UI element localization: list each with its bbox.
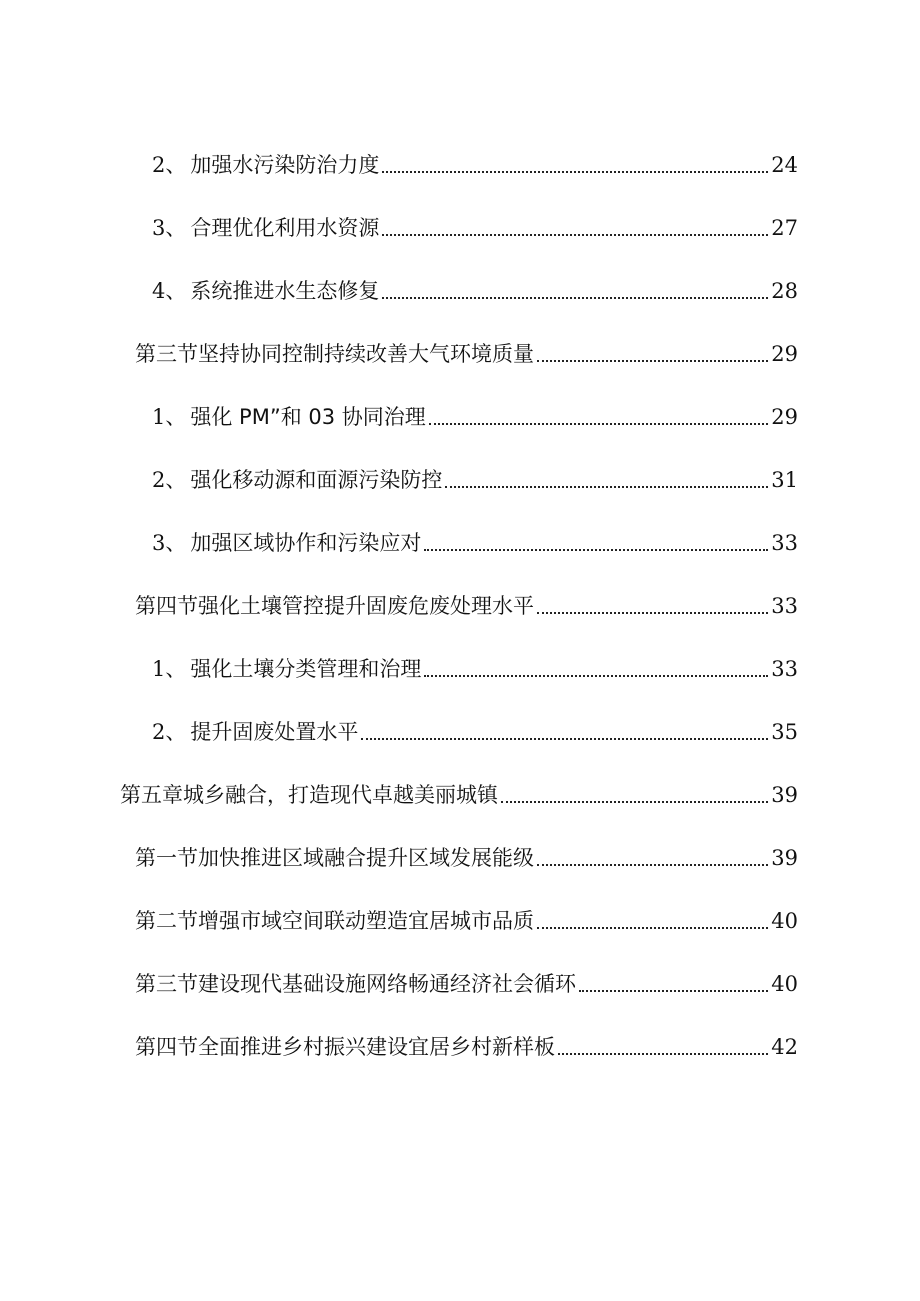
toc-entry-title: 第三节建设现代基础设施网络畅通经济社会循环: [135, 972, 576, 996]
toc-entry-number: 2、: [152, 468, 187, 492]
toc-entry-page: 40: [771, 972, 798, 996]
toc-entry-title: 强化 PM”和 03 协同治理: [190, 405, 426, 429]
dot-leader: [537, 330, 768, 362]
toc-entry[interactable]: [135, 900, 798, 936]
dot-leader: [537, 834, 768, 866]
toc-entry-number: 3、: [152, 216, 187, 240]
toc-entry-title: 强化移动源和面源污染防控: [190, 468, 443, 492]
toc-entry-page: 42: [771, 1035, 798, 1059]
toc-entry-page: 33: [771, 657, 798, 681]
toc-entry[interactable]: [120, 774, 798, 810]
toc-entry-page: 35: [771, 720, 798, 744]
toc-entry[interactable]: [135, 585, 798, 621]
toc-entry-title: 强化土壤分类管理和治理: [190, 657, 422, 681]
toc-entry-page: 33: [771, 594, 798, 618]
toc-entry-page: 27: [771, 216, 798, 240]
toc-entry-title: 第四节全面推进乡村振兴建设宜居乡村新样板: [135, 1035, 555, 1059]
toc-entry[interactable]: [135, 333, 798, 369]
dot-leader: [429, 393, 768, 425]
toc-entry-title: 第四节强化土壤管控提升固废危废处理水平: [135, 594, 534, 618]
toc-entry-title: 提升固废处置水平: [190, 720, 359, 744]
toc-entry-page: 40: [771, 909, 798, 933]
toc-entry-page: 28: [771, 279, 798, 303]
dot-leader: [445, 456, 768, 488]
toc-entry-page: 29: [771, 405, 798, 429]
dot-leader: [501, 771, 768, 803]
toc-entry-page: 33: [771, 531, 798, 555]
toc-entry-page: 39: [771, 846, 798, 870]
dot-leader: [558, 1023, 768, 1055]
toc-entry-title: 第三节坚持协同控制持续改善大气环境质量: [135, 342, 534, 366]
toc-entry[interactable]: [152, 522, 798, 558]
dot-leader: [537, 897, 768, 929]
dot-leader: [361, 708, 768, 740]
toc-entry-title: 系统推进水生态修复: [190, 279, 380, 303]
toc-entry[interactable]: [152, 144, 798, 180]
toc-entry-number: 4、: [152, 279, 187, 303]
toc-entry[interactable]: [135, 963, 798, 999]
toc-entry-title: 第二节增强市域空间联动塑造宜居城市品质: [135, 909, 534, 933]
toc-entry-title: 第一节加快推进区域融合提升区域发展能级: [135, 846, 534, 870]
toc-entry-number: 1、: [152, 657, 187, 681]
toc-entry-title: 第五章城乡融合，打造现代卓越美丽城镇: [120, 783, 498, 807]
toc-entry[interactable]: [152, 207, 798, 243]
dot-leader: [382, 267, 768, 299]
toc-entry-number: 3、: [152, 531, 187, 555]
toc-entry-page: 29: [771, 342, 798, 366]
dot-leader: [382, 204, 768, 236]
toc-entry-number: 1、: [152, 405, 187, 429]
toc-entry[interactable]: [152, 648, 798, 684]
toc-entry-page: 31: [771, 468, 798, 492]
dot-leader: [382, 141, 768, 173]
toc-entry-title: 加强水污染防治力度: [190, 153, 380, 177]
toc-entry-title: 合理优化利用水资源: [190, 216, 380, 240]
toc-entry[interactable]: [135, 837, 798, 873]
toc-entry-page: 39: [771, 783, 798, 807]
dot-leader: [579, 960, 768, 992]
toc-entry[interactable]: [152, 270, 798, 306]
toc-entry-number: 2、: [152, 153, 187, 177]
toc-entry[interactable]: [152, 711, 798, 747]
dot-leader: [424, 519, 768, 551]
dot-leader: [537, 582, 768, 614]
toc-entry-number: 2、: [152, 720, 187, 744]
toc-entry[interactable]: [152, 396, 798, 432]
toc-entry[interactable]: [152, 459, 798, 495]
toc-entry-title: 加强区域协作和污染应对: [190, 531, 422, 555]
toc-entry[interactable]: [135, 1026, 798, 1062]
toc-entry-page: 24: [771, 153, 798, 177]
dot-leader: [424, 645, 768, 677]
